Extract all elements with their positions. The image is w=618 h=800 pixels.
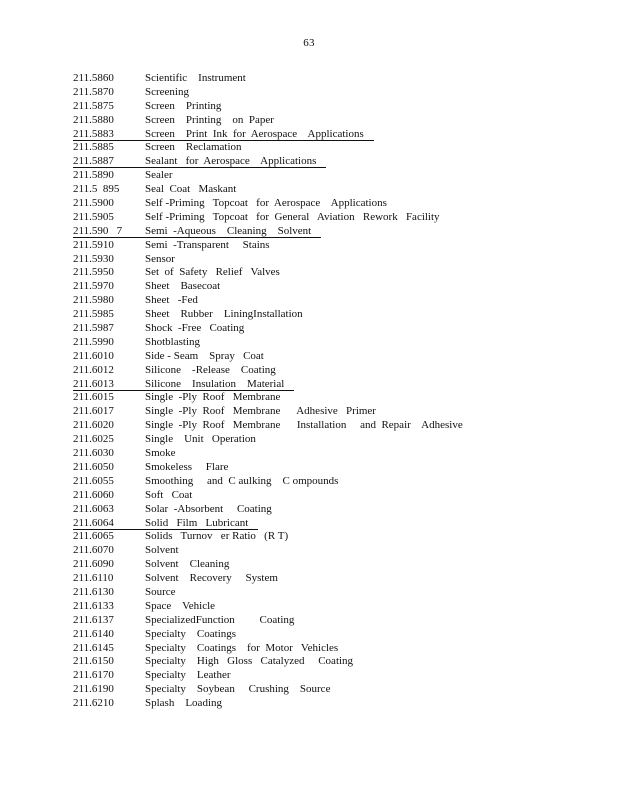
defined-term: Solid Film Lubricant [145,516,249,529]
section-number: 211.6150 [73,655,114,668]
defined-term: Sheet Basecoat [145,280,221,293]
defined-term: Specialty Soybean Crushing Source [145,683,331,696]
defined-term: Smokeless Flare [145,460,229,473]
revision-underline [73,140,374,141]
section-number: 211.5890 [73,169,114,182]
defined-term: Self -Priming Topcoat for Aerospace Applications [145,197,387,210]
defined-term: Single -Ply Roof Membrane Adhesive Primer [145,405,376,418]
section-number: 211.6050 [73,460,114,473]
section-number: 211.6170 [73,669,114,682]
defined-term: Solvent Cleaning [145,558,230,571]
defined-term: Soft Coat [145,488,193,501]
page-number: 63 [303,37,315,49]
defined-term: Solvent Recovery System [145,572,278,585]
defined-term: Specialty High Gloss Catalyzed Coating [145,655,354,668]
section-number: 211.5875 [73,99,114,112]
section-number: 211.6020 [73,419,114,432]
section-number: 211.5905 [73,210,114,223]
defined-term: Splash Loading [145,697,222,710]
section-number: 211.6012 [73,363,114,376]
section-number: 211.6030 [73,447,114,460]
defined-term: Screen Reclamation [145,141,242,154]
defined-term: Self -Priming Topcoat for General Aviation Rework Facility [145,210,440,223]
section-number: 211.6190 [73,683,114,696]
defined-term: Screen Printing on Paper [145,113,274,126]
section-number: 211.6025 [73,433,114,446]
defined-term: Screening [145,85,189,98]
section-number: 211.590 7 [73,224,123,237]
defined-term: Scientific Instrument [145,72,246,84]
section-number: 211.6145 [73,641,114,654]
section-number: 211.5990 [73,335,114,348]
section-number: 211.5880 [73,113,114,126]
section-number: 211.6210 [73,697,114,710]
section-number: 211.5985 [73,308,114,321]
defined-term: Sensor [145,252,175,265]
defined-term: Silicone -Release Coating [145,363,276,376]
defined-term: Side - Seam Spray Coat [145,349,264,362]
defined-term: Screen Print Ink for Aerospace Applications [145,127,364,140]
section-number: 211.6090 [73,558,114,571]
defined-term: Sheet Rubber LiningInstallation [145,308,303,321]
defined-term: Solvent [145,544,179,557]
defined-term: Source [145,585,176,598]
section-number: 211.6064 [73,516,114,529]
defined-term: Sheet -Fed [145,294,198,307]
defined-term: Shotblasting [145,335,201,348]
defined-term: Smoke [145,447,176,460]
section-number: 211.6137 [73,613,114,626]
defined-term: Specialty Coatings for Motor Vehicles [145,641,339,654]
defined-term: Screen Printing [145,99,222,112]
section-number: 211.6070 [73,544,114,557]
section-number: 211.5970 [73,280,114,293]
section-number: 211.6130 [73,585,114,598]
defined-term: Silicone Insulation Material [145,377,285,390]
defined-term: Solids Turnov er Ratio (R T) [145,530,289,543]
defined-term: Specialty Coatings [145,627,237,640]
section-number: 211.5860 [73,72,114,84]
section-number: 211.6065 [73,530,114,543]
defined-term: Set of Safety Relief Valves [145,266,280,279]
defined-term: Sealer [145,169,173,182]
defined-term: Single -Ply Roof Membrane [145,391,281,404]
defined-term: Smoothing and C aulking C ompounds [145,474,339,487]
section-number: 211.6140 [73,627,114,640]
section-number: 211.5987 [73,322,114,335]
section-number: 211.5950 [73,266,114,279]
section-number: 211.5885 [73,141,114,154]
defined-term: Sealant for Aerospace Applications [145,155,317,168]
section-number: 211.6017 [73,405,114,418]
section-number: 211.6010 [73,349,114,362]
defined-term: Single -Ply Roof Membrane Installation and Repair Adhesive [145,419,463,432]
section-number: 211.6055 [73,474,114,487]
section-number: 211.6060 [73,488,114,501]
section-number: 211.5870 [73,85,114,98]
defined-term: Shock -Free Coating [145,322,245,335]
section-number: 211.6110 [73,572,114,585]
defined-term: Single Unit Operation [145,433,256,446]
defined-term: Seal Coat Maskant [145,183,237,196]
section-number: 211.5883 [73,127,114,140]
defined-term: Specialty Leather [145,669,231,682]
defined-term: Solar -Absorbent Coating [145,502,272,515]
section-number: 211.6013 [73,377,114,390]
section-number: 211.5980 [73,294,114,307]
section-number: 211.6133 [73,599,114,612]
revision-underline [73,390,294,391]
section-number: 211.5910 [73,238,114,251]
defined-term: SpecializedFunction Coating [145,613,295,626]
defined-term: Space Vehicle [145,599,216,612]
section-number: 211.5 895 [73,183,120,196]
section-number: 211.5887 [73,155,114,168]
revision-underline [73,167,326,168]
section-number: 211.6063 [73,502,114,515]
section-number: 211.6015 [73,391,114,404]
revision-underline [73,237,321,238]
defined-term: Semi -Aqueous Cleaning Solvent [145,224,312,237]
defined-term: Semi -Transparent Stains [145,238,270,251]
section-number: 211.5930 [73,252,114,265]
revision-underline [73,529,258,530]
section-number: 211.5900 [73,197,114,210]
